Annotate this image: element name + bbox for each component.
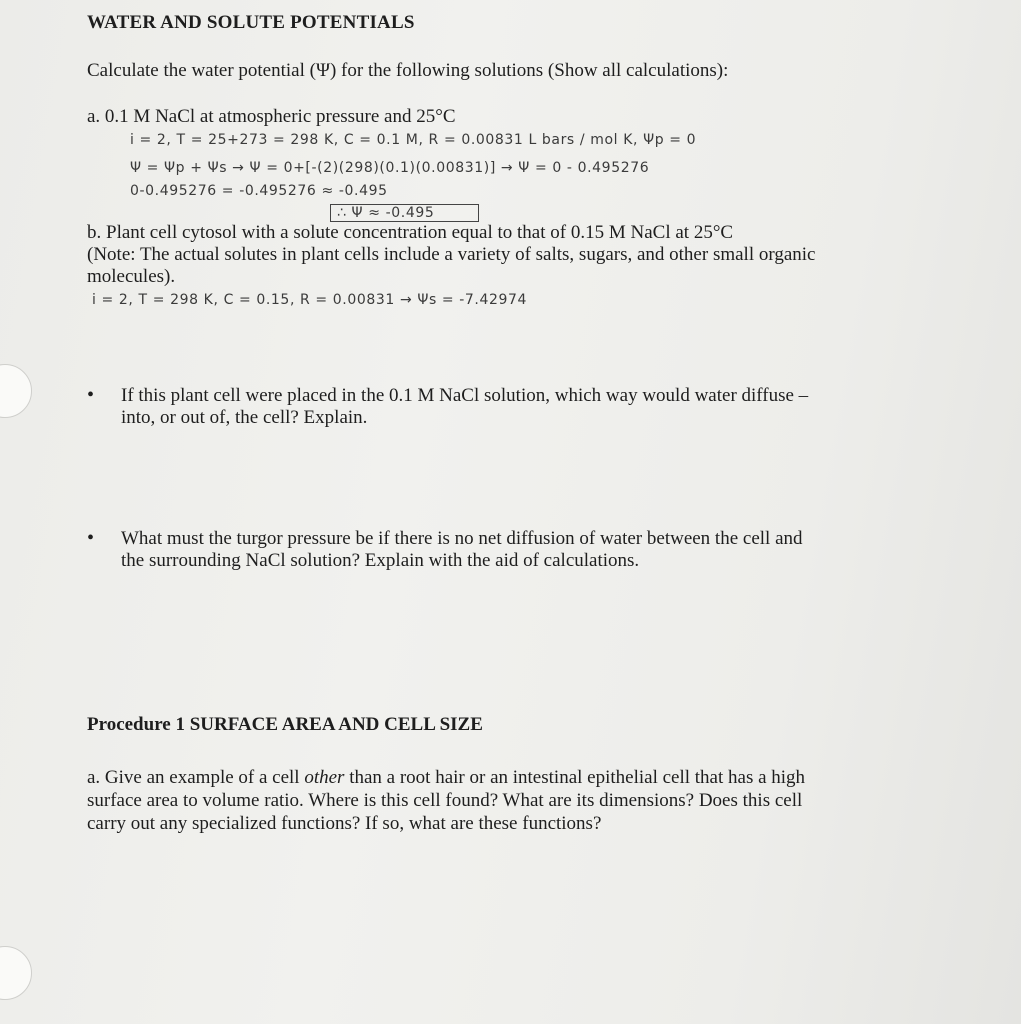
procedure-question-line: surface area to volume ratio. Where is this cell found? What are its dimensions? Does this cell xyxy=(87,790,803,811)
part-b-question-line: (Note: The actual solutes in plant cells include a variety of salts, sugars, and other small organic xyxy=(87,244,816,265)
part-a-question: a. 0.1 M NaCl at atmospheric pressure and 25°C xyxy=(87,106,456,127)
part-a-work-line: 0-0.495276 = -0.495276 ≈ -0.495 xyxy=(130,183,388,199)
part-a-answer: ∴ Ψ ≈ -0.495 xyxy=(330,204,479,222)
punch-hole-top xyxy=(0,364,32,418)
emphasis-other: other xyxy=(304,767,345,788)
part-b-question-line: molecules). xyxy=(87,266,176,287)
bullet-marker: • xyxy=(87,527,95,549)
instruction-text: Calculate the water potential (Ψ) for the following solutions (Show all calculations): xyxy=(87,60,729,81)
bullet-1-line: If this plant cell were placed in the 0.1 M NaCl solution, which way would water diffuse – xyxy=(121,385,809,406)
procedure-heading: Procedure 1 SURFACE AREA AND CELL SIZE xyxy=(87,714,483,735)
bullet-2-line: the surrounding NaCl solution? Explain with the aid of calculations. xyxy=(121,550,640,571)
bullet-marker: • xyxy=(87,384,95,406)
bullet-1-line: into, or out of, the cell? Explain. xyxy=(121,407,368,428)
procedure-question-line: a. Give an example of a cell other than a root hair or an intestinal epithelial cell that has a high xyxy=(87,767,806,788)
part-a-work-line: i = 2, T = 25+273 = 298 K, C = 0.1 M, R = 0.00831 L bars / mol K, Ψp = 0 xyxy=(130,132,697,148)
punch-hole-bottom xyxy=(0,946,32,1000)
part-b-question-line: b. Plant cell cytosol with a solute concentration equal to that of 0.15 M NaCl at 25°C xyxy=(87,222,734,243)
procedure-question-line: carry out any specialized functions? If so, what are these functions? xyxy=(87,813,602,834)
bullet-2-line: What must the turgor pressure be if there is no net diffusion of water between the cell and xyxy=(121,528,803,549)
part-b-work: i = 2, T = 298 K, C = 0.15, R = 0.00831 → Ψs = -7.42974 xyxy=(92,292,528,308)
part-a-work-line: Ψ = Ψp + Ψs → Ψ = 0+[-(2)(298)(0.1)(0.00831)] → Ψ = 0 - 0.495276 xyxy=(130,160,650,176)
page-title: WATER AND SOLUTE POTENTIALS xyxy=(87,12,415,33)
